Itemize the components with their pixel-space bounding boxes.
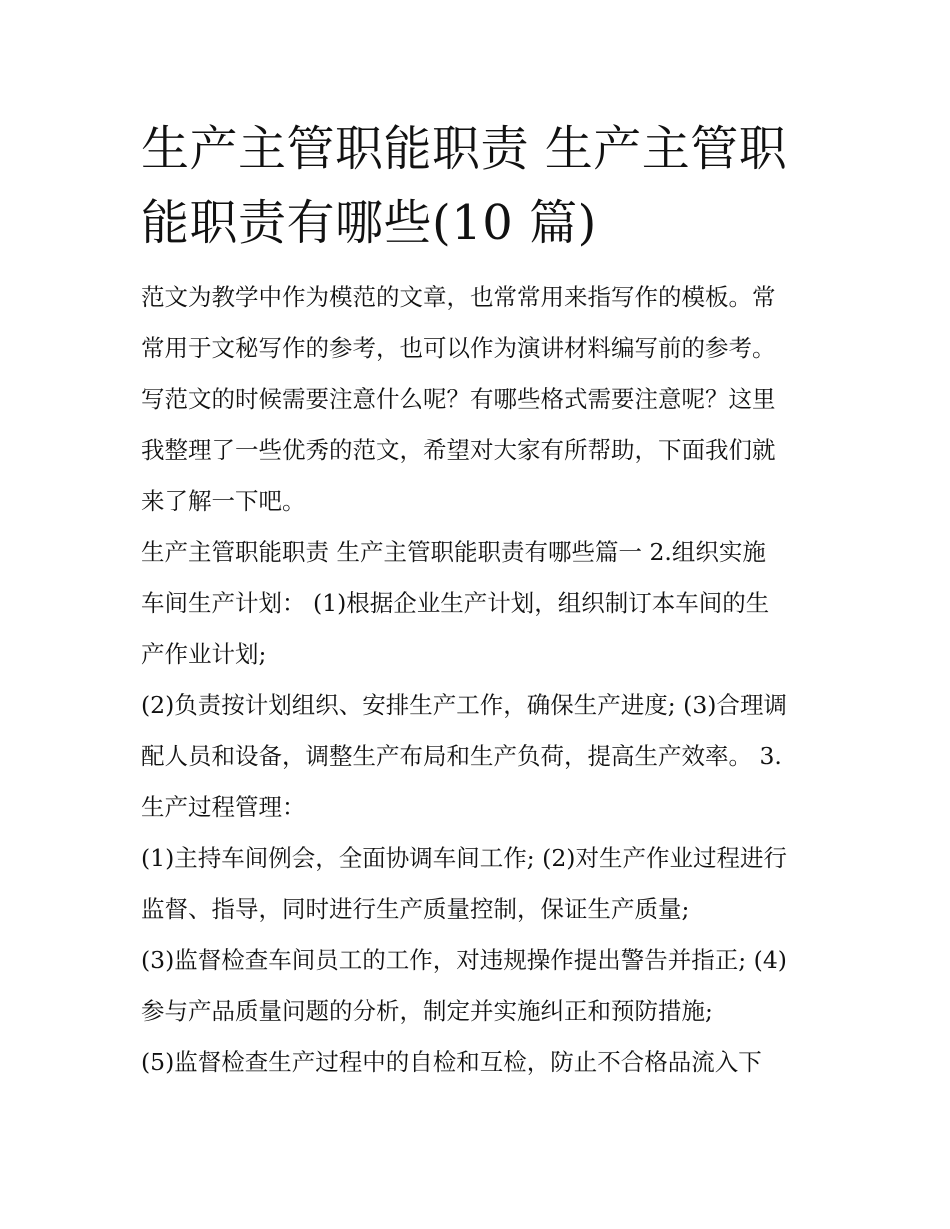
- title-line: 生产主管职能职责 生产主管职: [141, 121, 788, 177]
- document-title: [141, 112, 821, 260]
- text-line: 配人员和设备，调整生产布局和生产负荷，提高生产效率。 3.: [141, 742, 782, 770]
- body-paragraph: [141, 1037, 821, 1088]
- text-line: (1)主持车间例会，全面协调车间工作; (2)对生产作业过程进行: [141, 844, 787, 872]
- text-line: 来了解一下吧。: [141, 487, 306, 515]
- text-line: 产作业计划;: [141, 640, 267, 668]
- intro-paragraph: [141, 272, 821, 527]
- text-line: 写范文的时候需要注意什么呢？有哪些格式需要注意呢？这里: [141, 385, 776, 413]
- text-line: (5)监督检查生产过程中的自检和互检，防止不合格品流入下: [141, 1048, 762, 1076]
- text-line: 我整理了一些优秀的范文，希望对大家有所帮助，下面我们就: [141, 436, 776, 464]
- body-paragraph: [141, 935, 821, 1037]
- text-line: (2)负责按计划组织、安排生产工作，确保生产进度; (3)合理调: [141, 691, 787, 719]
- document-page: [141, 112, 821, 1088]
- title-line: 能职责有哪些(10 篇): [141, 195, 597, 251]
- text-line: 监督、指导，同时进行生产质量控制，保证生产质量;: [141, 895, 690, 923]
- text-line: 范文为教学中作为模范的文章，也常常用来指写作的模板。常: [141, 283, 776, 311]
- text-line: 车间生产计划： (1)根据企业生产计划，组织制订本车间的生: [141, 589, 770, 617]
- text-line: 生产过程管理：: [141, 793, 306, 821]
- text-line: 生产主管职能职责 生产主管职能职责有哪些篇一 2.组织实施: [141, 538, 766, 566]
- text-line: 参与产品质量问题的分析，制定并实施纠正和预防措施;: [141, 997, 713, 1025]
- body-paragraph: [141, 680, 821, 833]
- body-paragraph: [141, 833, 821, 935]
- text-line: (3)监督检查车间员工的工作，对违规操作提出警告并指正; (4): [141, 946, 787, 974]
- text-line: 常用于文秘写作的参考，也可以作为演讲材料编写前的参考。: [141, 334, 776, 362]
- body-paragraph: [141, 527, 821, 680]
